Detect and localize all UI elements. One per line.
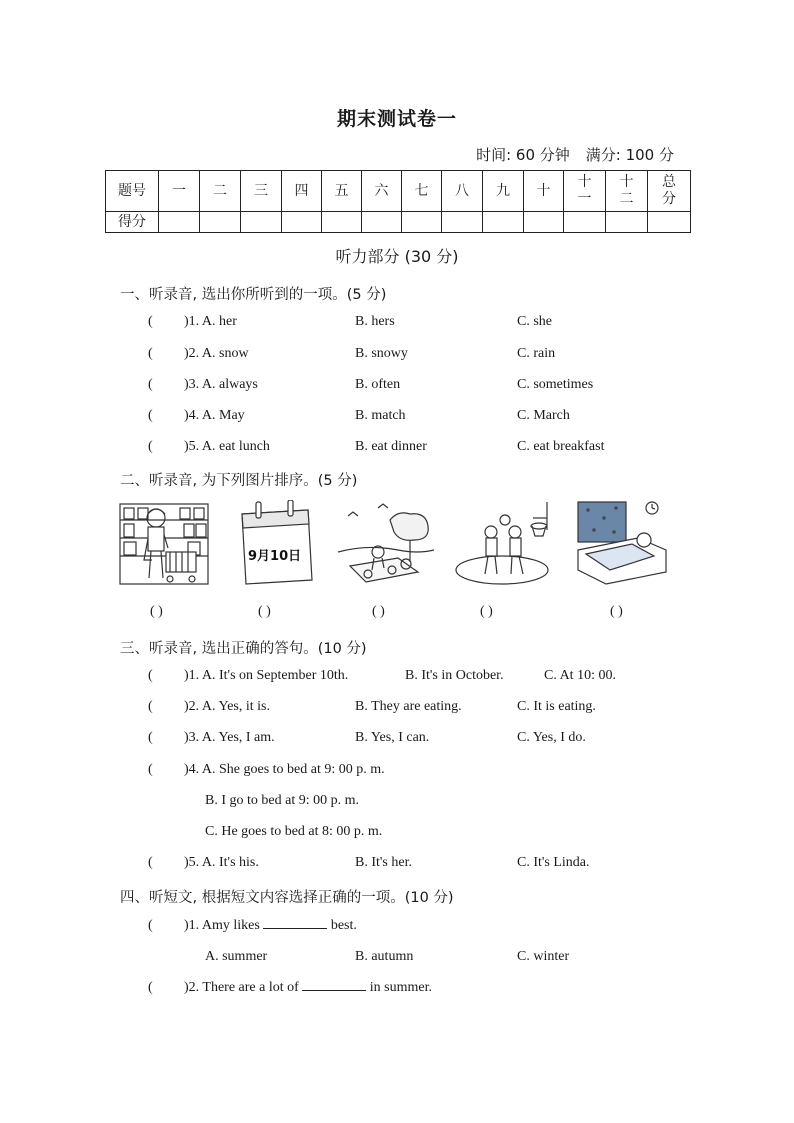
option-b: B. often: [355, 377, 401, 392]
score-table: [105, 170, 691, 233]
answer-paren: (: [148, 730, 153, 745]
answer-paren: (: [148, 699, 153, 714]
score-cell: [322, 212, 362, 233]
answer-paren: (: [148, 855, 153, 870]
score-header-cell: 二: [200, 171, 241, 212]
score-cell: [241, 212, 282, 233]
option-b: B. It's her.: [355, 855, 412, 870]
score-cell: [200, 212, 241, 233]
answer-paren: (: [148, 408, 153, 423]
option-c: C. rain: [517, 346, 556, 361]
question-suffix: in summer.: [366, 980, 433, 995]
score-header-cell: 三: [241, 171, 282, 212]
option-b: B. hers: [355, 314, 395, 329]
score-cell: [159, 212, 200, 233]
score-header-cell: 一: [159, 171, 200, 212]
full-score: 满分: 100 分: [585, 146, 674, 164]
option-c: C. Yes, I do.: [517, 730, 586, 745]
option-a: A. summer: [205, 949, 268, 964]
option-b: B. autumn: [355, 949, 414, 964]
time-limit: 时间: 60 分钟: [476, 146, 570, 164]
score-cell: [282, 212, 322, 233]
score-cell: [442, 212, 483, 233]
score-header-cell: 总 分: [648, 171, 691, 212]
score-header-cell: 四: [282, 171, 322, 212]
option-c: C. It's Linda.: [517, 855, 590, 870]
page-title: 期末测试卷一: [336, 108, 457, 130]
option-c: C. It is eating.: [517, 699, 596, 714]
option-c: C. eat breakfast: [517, 439, 605, 454]
option-b: B. They are eating.: [355, 699, 462, 714]
question-text: [184, 918, 357, 934]
order-paren: ( ): [258, 604, 271, 619]
supermarket-picture: [118, 500, 210, 588]
option-b: B. snowy: [355, 346, 408, 361]
answer-blank[interactable]: [263, 928, 327, 929]
score-header-cell: 八: [442, 171, 483, 212]
order-paren: ( ): [150, 604, 163, 619]
picnic-picture: [338, 500, 434, 588]
option-c: C. March: [517, 408, 570, 423]
section4-heading: 四、听短文, 根据短文内容选择正确的一项。(10 分): [120, 890, 454, 906]
option-a: )1. A. It's on September 10th.: [184, 668, 349, 683]
answer-paren: (: [148, 346, 153, 361]
option-a: )2. A. snow: [184, 346, 249, 361]
score-cell: [524, 212, 564, 233]
question-text: [184, 980, 432, 996]
option-c: C. sometimes: [517, 377, 594, 392]
answer-paren: (: [148, 439, 153, 454]
score-cell: [362, 212, 402, 233]
score-header-cell: 十: [524, 171, 564, 212]
option-b: B. eat dinner: [355, 439, 427, 454]
listening-section-header: 听力部分 (30 分): [335, 247, 459, 266]
option-a: )5. A. It's his.: [184, 855, 259, 870]
score-cell: [483, 212, 524, 233]
order-paren: ( ): [372, 604, 385, 619]
score-header-cell: 六: [362, 171, 402, 212]
score-cell: [648, 212, 691, 233]
option-a: )3. A. always: [184, 377, 258, 392]
score-cell: [402, 212, 442, 233]
option-c: C. He goes to bed at 8: 00 p. m.: [205, 824, 383, 839]
answer-paren: (: [148, 668, 153, 683]
question-prefix: )2. There are a lot of: [184, 980, 303, 995]
order-paren: ( ): [610, 604, 623, 619]
score-header-cell: 十 二: [606, 171, 648, 212]
answer-paren: (: [148, 377, 153, 392]
option-c: C. winter: [517, 949, 570, 964]
basketball-picture: [455, 500, 550, 588]
answer-paren: (: [148, 918, 153, 933]
answer-paren: (: [148, 980, 153, 995]
question-prefix: )1. Amy likes: [184, 918, 264, 933]
option-b: B. Yes, I can.: [355, 730, 430, 745]
option-c: C. she: [517, 314, 552, 329]
option-b: B. match: [355, 408, 406, 423]
score-header-cell: 九: [483, 171, 524, 212]
score-cell: [564, 212, 606, 233]
section1-heading: 一、听录音, 选出你所听到的一项。(5 分): [120, 287, 387, 303]
option-a: )4. A. May: [184, 408, 245, 423]
calendar-date: 9月10日: [248, 549, 302, 564]
option-a: )2. A. Yes, it is.: [184, 699, 270, 714]
option-a: )5. A. eat lunch: [184, 439, 270, 454]
order-paren: ( ): [480, 604, 493, 619]
score-header-cell: 五: [322, 171, 362, 212]
calendar-picture: [236, 500, 316, 588]
answer-blank[interactable]: [302, 990, 366, 991]
section3-heading: 三、听录音, 选出正确的答句。(10 分): [120, 641, 367, 657]
section2-heading: 二、听录音, 为下列图片排序。(5 分): [120, 473, 358, 489]
score-header-cell: 题号: [106, 171, 159, 212]
score-header-cell: 十 一: [564, 171, 606, 212]
answer-paren: (: [148, 314, 153, 329]
option-a: )3. A. Yes, I am.: [184, 730, 275, 745]
option-a: )1. A. her: [184, 314, 237, 329]
option-a: )4. A. She goes to bed at 9: 00 p. m.: [184, 762, 385, 777]
option-b: B. It's in October.: [405, 668, 504, 683]
score-header-cell: 七: [402, 171, 442, 212]
score-row-label: 得分: [106, 212, 159, 233]
answer-paren: (: [148, 762, 153, 777]
option-c: C. At 10: 00.: [544, 668, 616, 683]
option-b: B. I go to bed at 9: 00 p. m.: [205, 793, 359, 808]
sleeping-picture: [576, 500, 668, 588]
question-suffix: best.: [327, 918, 357, 933]
time-info: [476, 144, 674, 165]
score-cell: [606, 212, 648, 233]
